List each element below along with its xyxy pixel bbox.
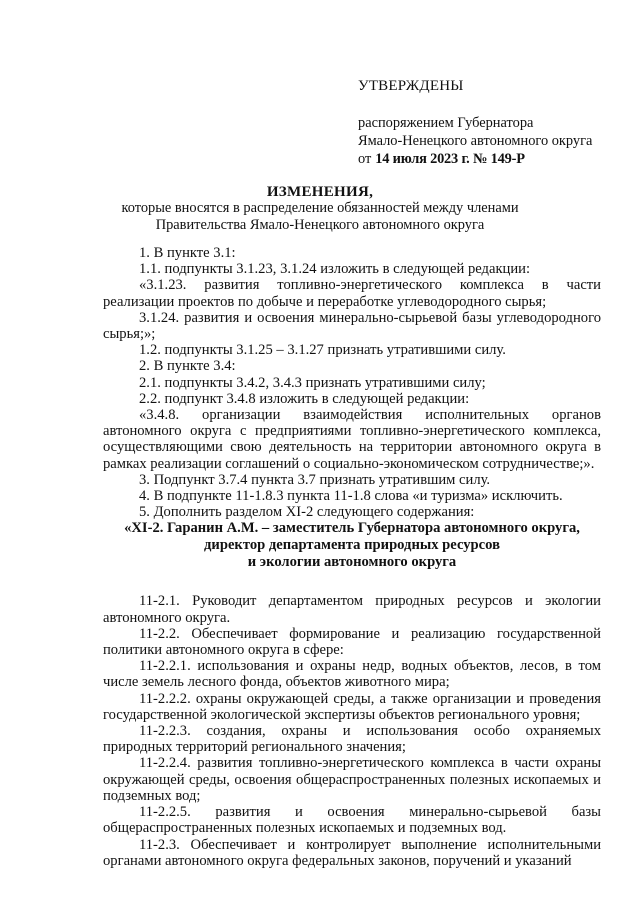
approved-label: УТВЕРЖДЕНЫ [358, 78, 464, 94]
para-3-4-8: «3.4.8. организации взаимодействия исполнительных органов автономного округа с предприятиями топливно-энергетического комплекса, осуществляющими свою деятельность на территории автономного округа в рамках реализации соглашений о социально-экономическом сотрудничестве;». [103, 407, 601, 472]
para-1-1: 1.1. подпункты 3.1.23, 3.1.24 изложить в следующей редакции: [139, 261, 531, 278]
para-2-2: 2.2. подпункт 3.4.8 изложить в следующей редакции: [139, 390, 470, 407]
approval-line-governor: распоряжением Губернатора [358, 115, 534, 132]
section-heading-line-1: «XI-2. Гаранин А.М. – заместитель Губернатора автономного округа, [124, 520, 580, 537]
para-5: 5. Дополнить разделом XI-2 следующего содержания: [139, 504, 475, 521]
para-4: 4. В подпункте 11-1.8.3 пункта 11-1.8 слова «и туризма» исключить. [139, 488, 563, 505]
para-3: 3. Подпункт 3.7.4 пункта 3.7 признать утратившим силу. [139, 471, 491, 488]
approval-ot: от [358, 151, 372, 168]
approval-line-region: Ямало-Ненецкого автономного округа [358, 133, 593, 150]
item-11-2-1: 11-2.1. Руководит департаментом природных ресурсов и экологии автономного округа. [103, 593, 601, 626]
item-11-2-2: 11-2.2. Обеспечивает формирование и реализацию государственной политики автономного округа в сфере: [103, 625, 601, 659]
section-heading-line-2: директор департамента природных ресурсов [204, 537, 500, 554]
item-11-2-2-1: 11-2.2.1. использования и охраны недр, водных объектов, лесов, в том числе земель лесного фонда, объектов животного мира; [103, 658, 601, 691]
approval-date-number: 14 июля 2023 г. № 149-Р [375, 151, 525, 168]
approval-block [358, 78, 628, 168]
title-line-1: которые вносятся в распределение обязанностей между членами [121, 200, 519, 217]
title-heading: ИЗМЕНЕНИЯ, [266, 184, 374, 200]
para-3-1-23-b: реализации проектов по добыче и переработке углеводородного сырья; [103, 293, 547, 310]
item-11-2-2-3: 11-2.2.3. создания, охраны и использования особо охраняемых природных территорий регионального значения; [103, 723, 601, 756]
approval-date-row [358, 150, 628, 168]
para-2: 2. В пункте 3.4: [139, 358, 236, 375]
para-2-1: 2.1. подпункты 3.4.2, 3.4.3 признать утратившими силу; [139, 374, 486, 391]
section-heading-line-3: и экологии автономного округа [247, 554, 457, 571]
para-1-2: 1.2. подпункты 3.1.25 – 3.1.27 признать утратившими силу. [139, 342, 506, 359]
title-line-2: Правительства Ямало-Ненецкого автономного округа [155, 217, 485, 234]
para-3-1-23-a: «3.1.23. развития топливно-энергетического комплекса в части [139, 277, 601, 294]
item-11-2-2-2: 11-2.2.2. охраны окружающей среды, а также организации и проведения государственной экологической экспертизы объектов регионального уровня; [103, 690, 601, 723]
item-11-2-3: 11-2.3. Обеспечивает и контролирует выполнение исполнительными органами автономного округа федеральных законов, поручений и указаний [103, 836, 601, 869]
section-xi-2-heading [103, 520, 601, 571]
para-3-1-24: 3.1.24. развития и освоения минерально-сырьевой базы углеводородного сырья;»; [103, 309, 601, 343]
document-title [60, 184, 580, 234]
item-11-2-2-5: 11-2.2.5. развития и освоения минерально-сырьевой базы общераспространенных полезных ископаемых и подземных вод. [103, 804, 601, 837]
document-body [103, 245, 601, 869]
item-11-2-2-4: 11-2.2.4. развития топливно-энергетического комплекса в части охраны окружающей среды, освоения общераспространенных полезных ископаемых и подземных вод; [103, 755, 601, 804]
para-1: 1. В пункте 3.1: [139, 245, 236, 261]
